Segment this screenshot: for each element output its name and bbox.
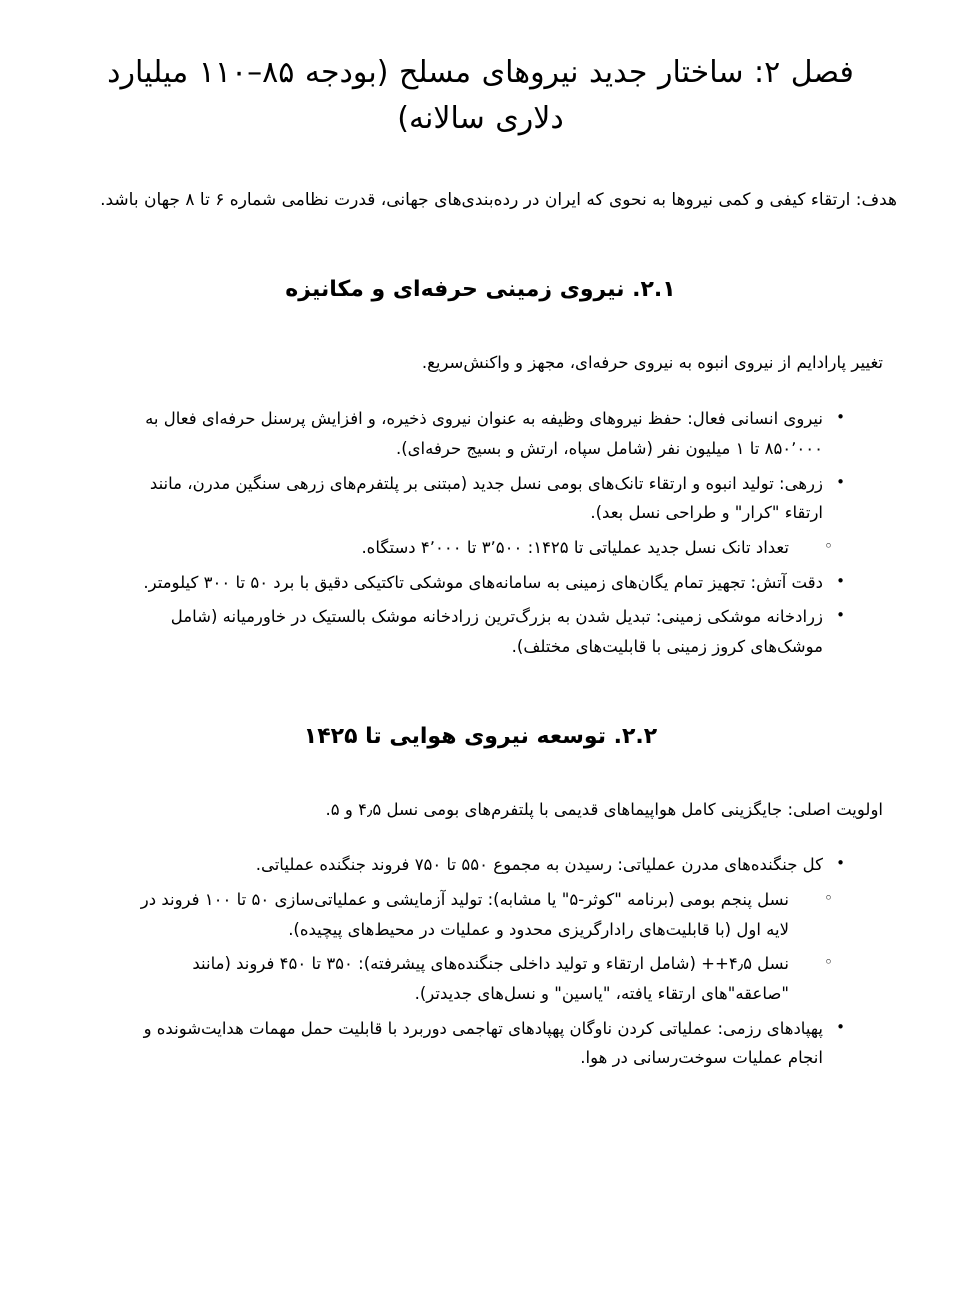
list-item-text: زرهی: تولید انبوه و ارتقاء تانک‌های بومی نسل جدید (مبتنی بر پلتفرم‌های زرهی سنگین مدرن، مانند ارتقاء "کرار" و طراحی نسل بعد). <box>149 473 823 523</box>
section-2-1-heading: ۲.۱. نیروی زمینی حرفه‌ای و مکانیزه <box>285 277 676 303</box>
section-2-1-intro: تغییر پارادایم از نیروی انبوه به نیروی حرفه‌ای، مجهز و واکنش‌سریع. <box>421 353 883 373</box>
list-item-text: تعداد تانک نسل جدید عملیاتی تا ۱۴۲۵: ۳٬۵۰۰ تا ۴٬۰۰۰ دستگاه. <box>361 537 789 557</box>
list-item-text: کل جنگنده‌های مدرن عملیاتی: رسیدن به مجموع ۵۵۰ تا ۷۵۰ فروند جنگنده عملیاتی. <box>255 855 823 875</box>
list-item-text: نسل ۴٫۵++ (شامل ارتقاء و تولید داخلی جنگنده‌های پیشرفته): ۳۵۰ تا ۴۵۰ فروند (مانند "صاعقه"های ارتقاء یافته، "یاسین" و نسل‌های جدیدتر). <box>192 954 789 1004</box>
section-2-2-heading: ۲.۲. توسعه نیروی هوایی تا ۱۴۲۵ <box>303 723 658 749</box>
list-item <box>62 850 899 880</box>
list-item-text: پهپادهای رزمی: عملیاتی کردن ناوگان پهپادهای تهاجمی دوربرد با قابلیت حمل مهمات هدایت‌شونده و انجام عملیات سوخت‌رسانی در هوا. <box>143 1018 823 1068</box>
list-item-text: دقت آتش: تجهیز تمام یگان‌های زمینی به سامانه‌های موشکی تاکتیکی دقیق با برد ۵۰ تا ۳۰۰ کیلومتر. <box>143 572 823 592</box>
list-item-text: نسل پنجم بومی (برنامه "کوثر-۵" یا مشابه): تولید آزمایشی و عملیاتی‌سازی ۵۰ تا ۱۰۰ فروند در لایه اول (با قابلیت‌های رادارگریزی محدود و عملیات در محیط‌های پیچیده). <box>140 890 789 939</box>
list-item <box>62 1014 899 1073</box>
list-item-sub <box>62 533 899 563</box>
section-2-2-intro: اولویت اصلی: جایگزینی کامل هواپیماهای قدیمی با پلتفرم‌های بومی نسل ۴٫۵ و ۵. <box>325 799 883 819</box>
list-item <box>62 602 899 661</box>
section-2-1 <box>62 273 899 661</box>
section-2-2 <box>62 720 899 1074</box>
list-item-sub <box>62 949 899 1008</box>
section-2-1-bullet-list <box>62 404 899 662</box>
document-objective-paragraph: هدف: ارتقاء کیفی و کمی نیروها به نحوی که ایران در رده‌بندی‌های جهانی، قدرت نظامی شماره ۶ تا ۸ جهان باشد. <box>100 190 897 211</box>
list-item-sub <box>62 885 899 944</box>
page-title: فصل ۲: ساختار جدید نیروهای مسلح (بودجه ۸۵–۱۱۰ میلیارد دلاری سالانه) <box>107 55 854 136</box>
list-item <box>62 404 899 463</box>
list-item <box>62 568 899 598</box>
list-item-text: زرادخانه موشکی زمینی: تبدیل شدن به بزرگ‌ترین زرادخانه موشک بالستیک در خاورمیانه (شامل موشک‌های کروز زمینی با قابلیت‌های مختلف). <box>170 607 823 656</box>
list-item-text: نیروی انسانی فعال: حفظ نیروهای وظیفه به عنوان نیروی ذخیره، و افزایش پرسنل حرفه‌ای فعال به ۸۵۰٬۰۰۰ تا ۱ میلیون نفر (شامل سپاه، ارتش و بسیج حرفه‌ای). <box>145 409 823 458</box>
list-item <box>62 469 899 528</box>
section-2-2-bullet-list <box>62 850 899 1073</box>
